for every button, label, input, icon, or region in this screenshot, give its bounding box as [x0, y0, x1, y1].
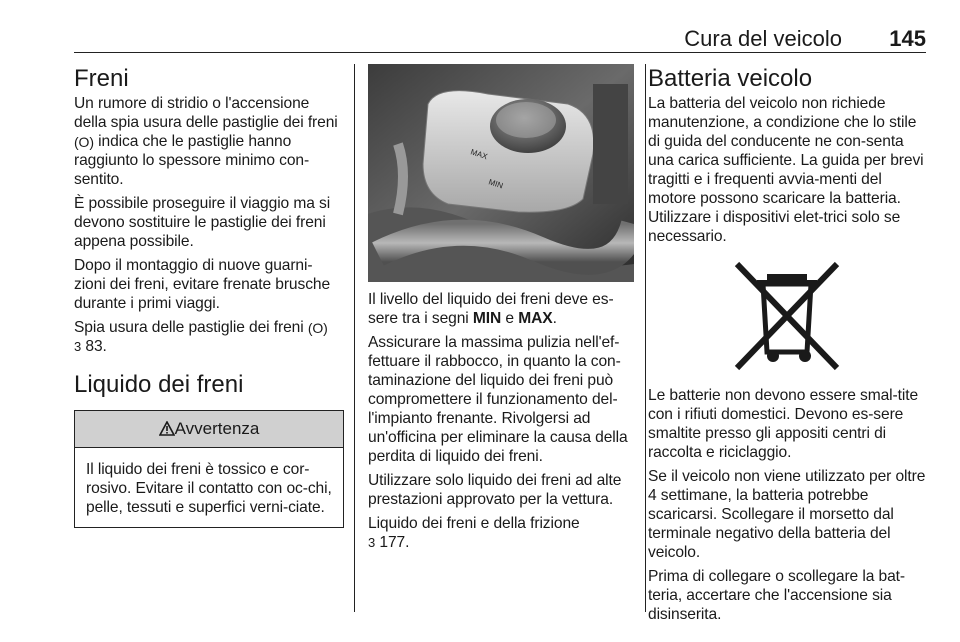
paragraph: È possibile proseguire il viaggio ma si devono sostituire le pastiglie dei freni appena possibile. [74, 195, 331, 250]
paragraph: Prima di collegare o scollegare la bat‐teria, accertare che l'accensione sia disinserita. [648, 568, 905, 623]
heading-batteria: Batteria veicolo [648, 65, 813, 92]
column-right [648, 64, 926, 629]
text: Spia usura delle pastiglie dei freni [74, 319, 308, 336]
paragraph [74, 318, 344, 356]
paragraph: Assicurare la massima pulizia nell'ef‐fettuare il rabbocco, in quanto la con‐taminazione del liquido dei freni può compromettere il funzionamento del‐l'impianto frenante. Rivolgersi ad un'officina per eliminare la causa della perdita di liquido dei freni. [368, 334, 628, 465]
text: e [501, 310, 519, 327]
text: Liquido dei freni e della frizione [368, 515, 580, 532]
brake-pad-warning-icon: (O) [307, 320, 328, 336]
page-number: 145 [889, 26, 926, 51]
warning-box [74, 410, 344, 528]
paragraph: Se il veicolo non viene utilizzato per oltre 4 settimane, la batteria potrebbe scaricarsi. Scollegare il morsetto dal terminale negativo della batteria del veicolo. [648, 468, 926, 561]
text: indica che le pastiglie hanno raggiunto lo spessore minimo con‐sentito. [74, 133, 310, 188]
brake-pad-warning-icon: (O) [74, 134, 94, 150]
svg-text:MAX: MAX [469, 147, 489, 162]
warning-text: Il liquido dei freni è tossico e cor‐rosivo. Evitare il contatto con oc‐chi, pelle, tessuti e superfici verni‐ciate. [86, 461, 332, 516]
text: . [552, 310, 557, 327]
warning-title: Avvertenza [174, 419, 260, 438]
warning-triangle-icon [159, 421, 175, 436]
paragraph: Le batterie non devono essere smal‐tite con i rifiuti domestici. Devono es‐sere smaltite presso gli appositi centri di raccolta e riciclaggio. [648, 387, 919, 461]
min-mark-label: MIN [472, 310, 502, 327]
paragraph [74, 94, 344, 189]
column-divider [354, 64, 355, 612]
crossed-out-bin-icon [727, 256, 847, 376]
heading-liquido-freni: Liquido dei freni [74, 371, 244, 398]
page-header [74, 26, 926, 53]
page-reference[interactable]: 83. [85, 338, 107, 355]
text: Il livello del liquido dei freni deve es‐sere tra i segni [368, 291, 614, 327]
column-middle [368, 64, 634, 557]
page-reference-arrow-icon: 3 [368, 535, 376, 550]
heading-freni: Freni [74, 65, 129, 92]
page-reference[interactable]: 177. [379, 534, 410, 551]
column-divider [645, 64, 646, 612]
section-title: Cura del veicolo [684, 26, 842, 51]
text: Un rumore di stridio o l'accensione della spia usura delle pastiglie dei freni [74, 95, 338, 131]
page-reference-arrow-icon: 3 [74, 339, 82, 354]
paragraph [368, 290, 634, 328]
max-mark-label: MAX [518, 310, 553, 327]
paragraph: La batteria del veicolo non richiede manutenzione, a condizione che lo stile di guida del conducente ne con‐senta una carica sufficiente. La guida per brevi tragitti e i frequenti avvia‐menti del motore possono scaricare la batteria. Utilizzare i dispositivi elet‐trici solo se necessario. [648, 95, 924, 245]
warning-header [75, 411, 343, 448]
paragraph [368, 514, 634, 552]
warning-body [75, 448, 343, 527]
svg-text:MIN: MIN [487, 177, 505, 191]
paragraph: Utilizzare solo liquido dei freni ad alte prestazioni approvato per la vettura. [368, 472, 622, 508]
brake-fluid-reservoir-photo [368, 64, 634, 282]
paragraph: Dopo il montaggio di nuove guarni‐zioni dei freni, evitare frenate brusche durante i primi viaggi. [74, 257, 331, 312]
column-left [74, 64, 344, 528]
